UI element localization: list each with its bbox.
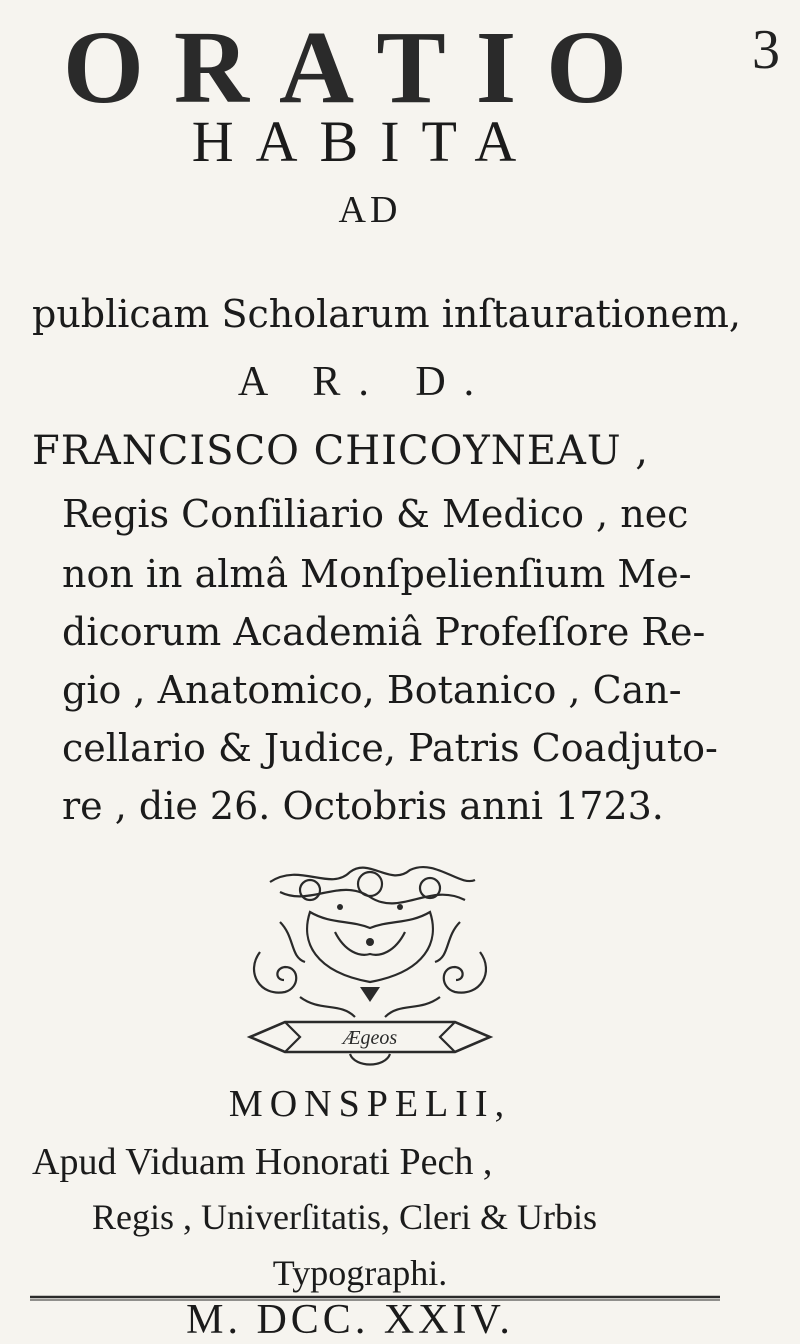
ard-abbreviation: A R. D. (237, 359, 493, 405)
body-line: dicorum Academiâ Profeſſore Re- (62, 610, 706, 654)
subtitle-habita: HABITA (191, 109, 539, 174)
subtitle-ad: AD (338, 189, 402, 231)
body-line: re , die 26. Octobris anni 1723. (62, 784, 664, 828)
honoree-name: FRANCISCO CHICOYNEAU , (32, 428, 649, 474)
ornament-motto: Ægeos (342, 1027, 398, 1049)
page-number: 3 (752, 19, 780, 81)
imprint-typographi: Typographi. (272, 1253, 448, 1293)
body-line: non in almâ Monſpelienſium Me- (62, 552, 692, 596)
imprint-date: M. DCC. XXIV. (186, 1297, 514, 1343)
occasion-line: publicam Scholarum inſtaurationem, (32, 292, 741, 336)
body-line: cellario & Judice, Patris Coadjuto- (62, 726, 718, 770)
imprint-regis: Regis , Univerſitatis, Cleri & Urbis (92, 1197, 597, 1237)
body-line: Regis Conſiliario & Medico , nec (62, 492, 689, 536)
imprint-city: MONSPELII, (228, 1083, 512, 1125)
title-oratio: ORATIO (62, 10, 658, 125)
printers-device-emblem-icon (240, 862, 500, 1068)
imprint-printer: Apud Viduam Honorati Pech , (32, 1141, 493, 1183)
body-line: gio , Anatomico, Botanico , Can- (62, 668, 682, 712)
